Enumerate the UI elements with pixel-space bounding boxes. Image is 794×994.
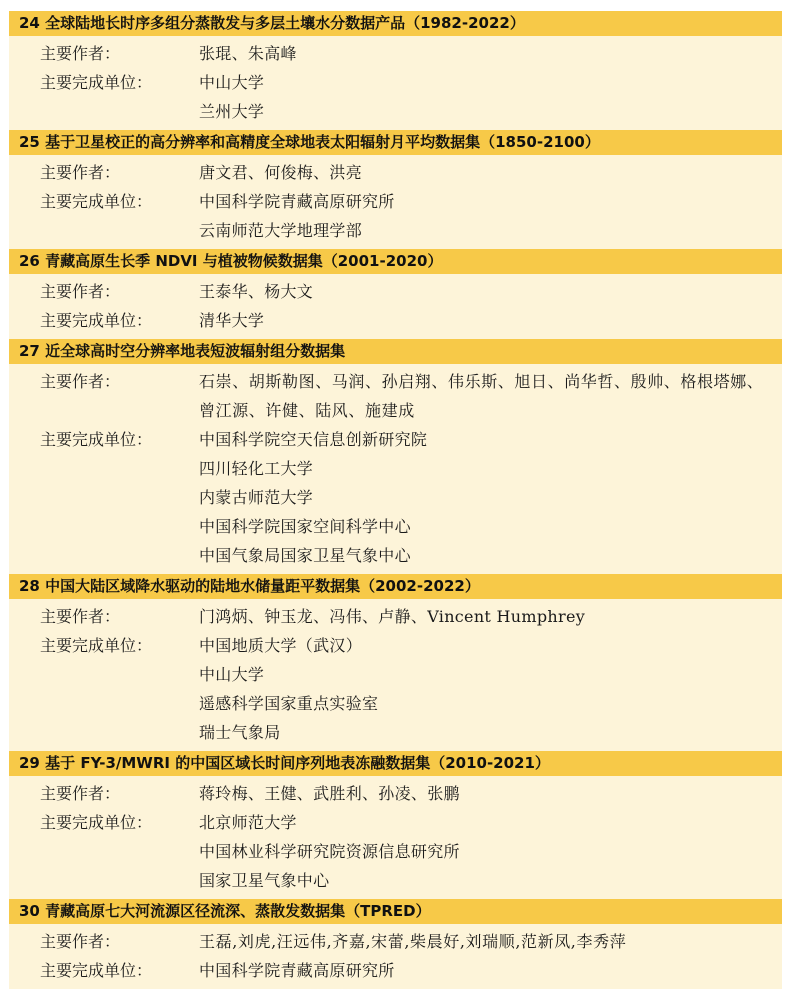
unit-value: 兰州大学: [199, 102, 265, 121]
unit-value: 四川轻化工大学: [199, 459, 314, 478]
authors-values: [169, 277, 782, 306]
unit-value: 瑞士气象局: [199, 723, 281, 742]
authors-value: 王磊,刘虎,汪远伟,齐嘉,宋蕾,柴晨好,刘瑞顺,范新凤,李秀萍: [199, 932, 627, 951]
authors-label: 主要作者：: [40, 44, 121, 63]
dataset-title: 25 基于卫星校正的高分辨率和高精度全球地表太阳辐射月平均数据集（1850-2100）: [9, 130, 782, 155]
unit-value: 内蒙古师范大学: [199, 488, 314, 507]
unit-value: 中山大学: [199, 73, 265, 92]
authors-row: [9, 277, 782, 306]
units-values: [169, 631, 782, 747]
dataset-list: [9, 11, 782, 989]
dataset-entry: [9, 751, 782, 899]
dataset-details: [9, 36, 782, 130]
units-values: [169, 425, 782, 570]
units-label: 主要完成单位：: [40, 813, 153, 832]
authors-label: 主要作者：: [40, 282, 121, 301]
dataset-details: [9, 599, 782, 751]
authors-values: [169, 927, 782, 956]
dataset-entry: [9, 130, 782, 249]
unit-value: 清华大学: [199, 311, 265, 330]
units-row: [9, 425, 782, 570]
units-values: [169, 956, 782, 985]
unit-value: 中国科学院青藏高原研究所: [199, 961, 395, 980]
authors-value: 石崇、胡斯勒图、马润、孙启翔、伟乐斯、旭日、尚华哲、殷帅、格根塔娜、曾江源、许健、陆风、施建成: [199, 372, 764, 420]
units-values: [169, 306, 782, 335]
units-label: 主要完成单位：: [40, 430, 153, 449]
unit-value: 中山大学: [199, 665, 265, 684]
units-label: 主要完成单位：: [40, 311, 153, 330]
unit-value: 中国林业科学研究院资源信息研究所: [199, 842, 460, 861]
authors-values: [169, 158, 782, 187]
dataset-details: [9, 924, 782, 989]
unit-value: 云南师范大学地理学部: [199, 221, 363, 240]
dataset-details: [9, 274, 782, 339]
dataset-title: 28 中国大陆区域降水驱动的陆地水储量距平数据集（2002-2022）: [9, 574, 782, 599]
dataset-title: 26 青藏高原生长季 NDVI 与植被物候数据集（2001-2020）: [9, 249, 782, 274]
unit-value: 遥感科学国家重点实验室: [199, 694, 379, 713]
authors-values: [169, 367, 782, 425]
units-row: [9, 631, 782, 747]
units-values: [169, 68, 782, 126]
unit-value: 中国科学院国家空间科学中心: [199, 517, 411, 536]
authors-value: 唐文君、何俊梅、洪亮: [199, 163, 363, 182]
dataset-entry: [9, 249, 782, 339]
unit-value: 中国地质大学（武汉）: [199, 636, 363, 655]
authors-label: 主要作者：: [40, 372, 121, 391]
units-label: 主要完成单位：: [40, 961, 153, 980]
authors-label: 主要作者：: [40, 932, 121, 951]
dataset-title: 29 基于 FY-3/MWRI 的中国区域长时间序列地表冻融数据集（2010-2021）: [9, 751, 782, 776]
units-row: [9, 187, 782, 245]
units-values: [169, 808, 782, 895]
authors-row: [9, 367, 782, 425]
authors-row: [9, 927, 782, 956]
authors-row: [9, 779, 782, 808]
dataset-title: 27 近全球高时空分辨率地表短波辐射组分数据集: [9, 339, 782, 364]
units-label: 主要完成单位：: [40, 73, 153, 92]
authors-row: [9, 158, 782, 187]
authors-label: 主要作者：: [40, 607, 121, 626]
authors-row: [9, 602, 782, 631]
units-row: [9, 956, 782, 985]
units-row: [9, 306, 782, 335]
unit-value: 中国科学院青藏高原研究所: [199, 192, 395, 211]
authors-label: 主要作者：: [40, 784, 121, 803]
dataset-entry: [9, 899, 782, 989]
units-label: 主要完成单位：: [40, 192, 153, 211]
authors-value: 张琨、朱高峰: [199, 44, 297, 63]
dataset-details: [9, 776, 782, 899]
authors-values: [169, 602, 782, 631]
dataset-details: [9, 155, 782, 249]
dataset-entry: [9, 574, 782, 751]
unit-value: 中国科学院空天信息创新研究院: [199, 430, 428, 449]
units-label: 主要完成单位：: [40, 636, 153, 655]
authors-row: [9, 39, 782, 68]
dataset-entry: [9, 339, 782, 574]
units-values: [169, 187, 782, 245]
dataset-entry: [9, 11, 782, 130]
dataset-details: [9, 364, 782, 574]
unit-value: 国家卫星气象中心: [199, 871, 330, 890]
authors-values: [169, 39, 782, 68]
units-row: [9, 68, 782, 126]
authors-values: [169, 779, 782, 808]
dataset-title: 30 青藏高原七大河流源区径流深、蒸散发数据集（TPRED）: [9, 899, 782, 924]
authors-value: 门鸿炳、钟玉龙、冯伟、卢静、Vincent Humphrey: [199, 607, 586, 626]
authors-value: 王泰华、杨大文: [199, 282, 314, 301]
unit-value: 中国气象局国家卫星气象中心: [199, 546, 411, 565]
units-row: [9, 808, 782, 895]
dataset-title: 24 全球陆地长时序多组分蒸散发与多层土壤水分数据产品（1982-2022）: [9, 11, 782, 36]
unit-value: 北京师范大学: [199, 813, 297, 832]
authors-value: 蒋玲梅、王健、武胜利、孙凌、张鹏: [199, 784, 460, 803]
authors-label: 主要作者：: [40, 163, 121, 182]
